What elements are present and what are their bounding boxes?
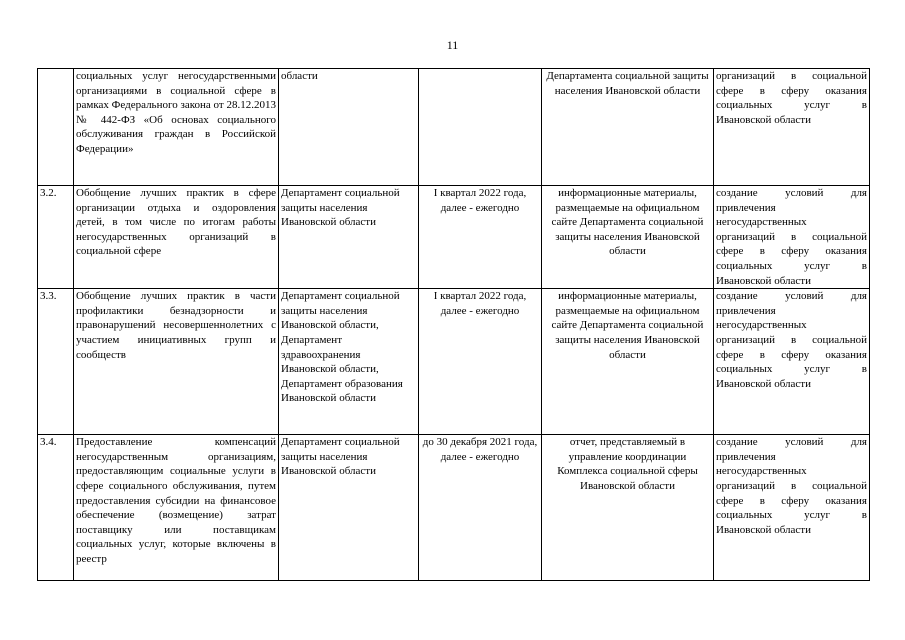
row-number-cell: 3.2.: [38, 186, 74, 289]
table-row: [38, 186, 870, 289]
result-cell: информационные материалы, размещаемые на официальном сайте Департамента социальной защиты населения Ивановской области: [542, 289, 714, 435]
result-cell: Департамента социальной защиты населения Ивановской области: [542, 69, 714, 186]
event-cell: Предоставление компенсаций негосударственным организациям, предоставляющим социальные услуги в сфере социального обслуживания, путем предоставления субсидии на финансовое обеспечение (возмещение) затрат поставщику или поставщикам социальных услуг, которые включены в реестр: [74, 435, 279, 581]
executor-cell: Департамент социальной защиты населения Ивановской области: [279, 435, 419, 581]
outcome-cell: организаций в социальной сфере в сферу оказания социальных услуг в Ивановской области: [714, 69, 870, 186]
row-number-cell: 3.4.: [38, 435, 74, 581]
result-cell: информационные материалы, размещаемые на официальном сайте Департамента социальной защиты населения Ивановской области: [542, 186, 714, 289]
outcome-cell: создание условий для привлечения негосударственных организаций в социальной сфере в сферу оказания социальных услуг в Ивановской области: [714, 435, 870, 581]
event-cell: социальных услуг негосударственными организациями в социальной сфере в рамках Федерального закона от 28.12.2013 № 442-ФЗ «Об основах социального обслуживания граждан в Российской Федерации»: [74, 69, 279, 186]
deadline-cell: I квартал 2022 года, далее - ежегодно: [419, 186, 542, 289]
table-row: [38, 69, 870, 186]
table-row: [38, 435, 870, 581]
result-cell: отчет, представляемый в управление координации Комплекса социальной сферы Ивановской области: [542, 435, 714, 581]
deadline-cell: I квартал 2022 года, далее - ежегодно: [419, 289, 542, 435]
outcome-cell: создание условий для привлечения негосударственных организаций в социальной сфере в сферу оказания социальных услуг в Ивановской области: [714, 186, 870, 289]
event-cell: Обобщение лучших практик в сфере организации отдыха и оздоровления детей, в том числе по итогам работы негосударственных организаций в социальной сфере: [74, 186, 279, 289]
executor-cell: Департамент социальной защиты населения Ивановской области, Департамент здравоохранения Ивановской области, Департамент образования Ивановской области: [279, 289, 419, 435]
deadline-cell: [419, 69, 542, 186]
executor-cell: Департамент социальной защиты населения Ивановской области: [279, 186, 419, 289]
measures-table: [37, 68, 870, 581]
event-cell: Обобщение лучших практик в части профилактики безнадзорности и правонарушений несовершеннолетних с участием инициативных групп и сообществ: [74, 289, 279, 435]
executor-cell: области: [279, 69, 419, 186]
table-row: [38, 289, 870, 435]
deadline-cell: до 30 декабря 2021 года, далее - ежегодно: [419, 435, 542, 581]
row-number-cell: [38, 69, 74, 186]
page-number: 11: [446, 38, 459, 52]
row-number-cell: 3.3.: [38, 289, 74, 435]
outcome-cell: создание условий для привлечения негосударственных организаций в социальной сфере в сферу оказания социальных услуг в Ивановской области: [714, 289, 870, 435]
